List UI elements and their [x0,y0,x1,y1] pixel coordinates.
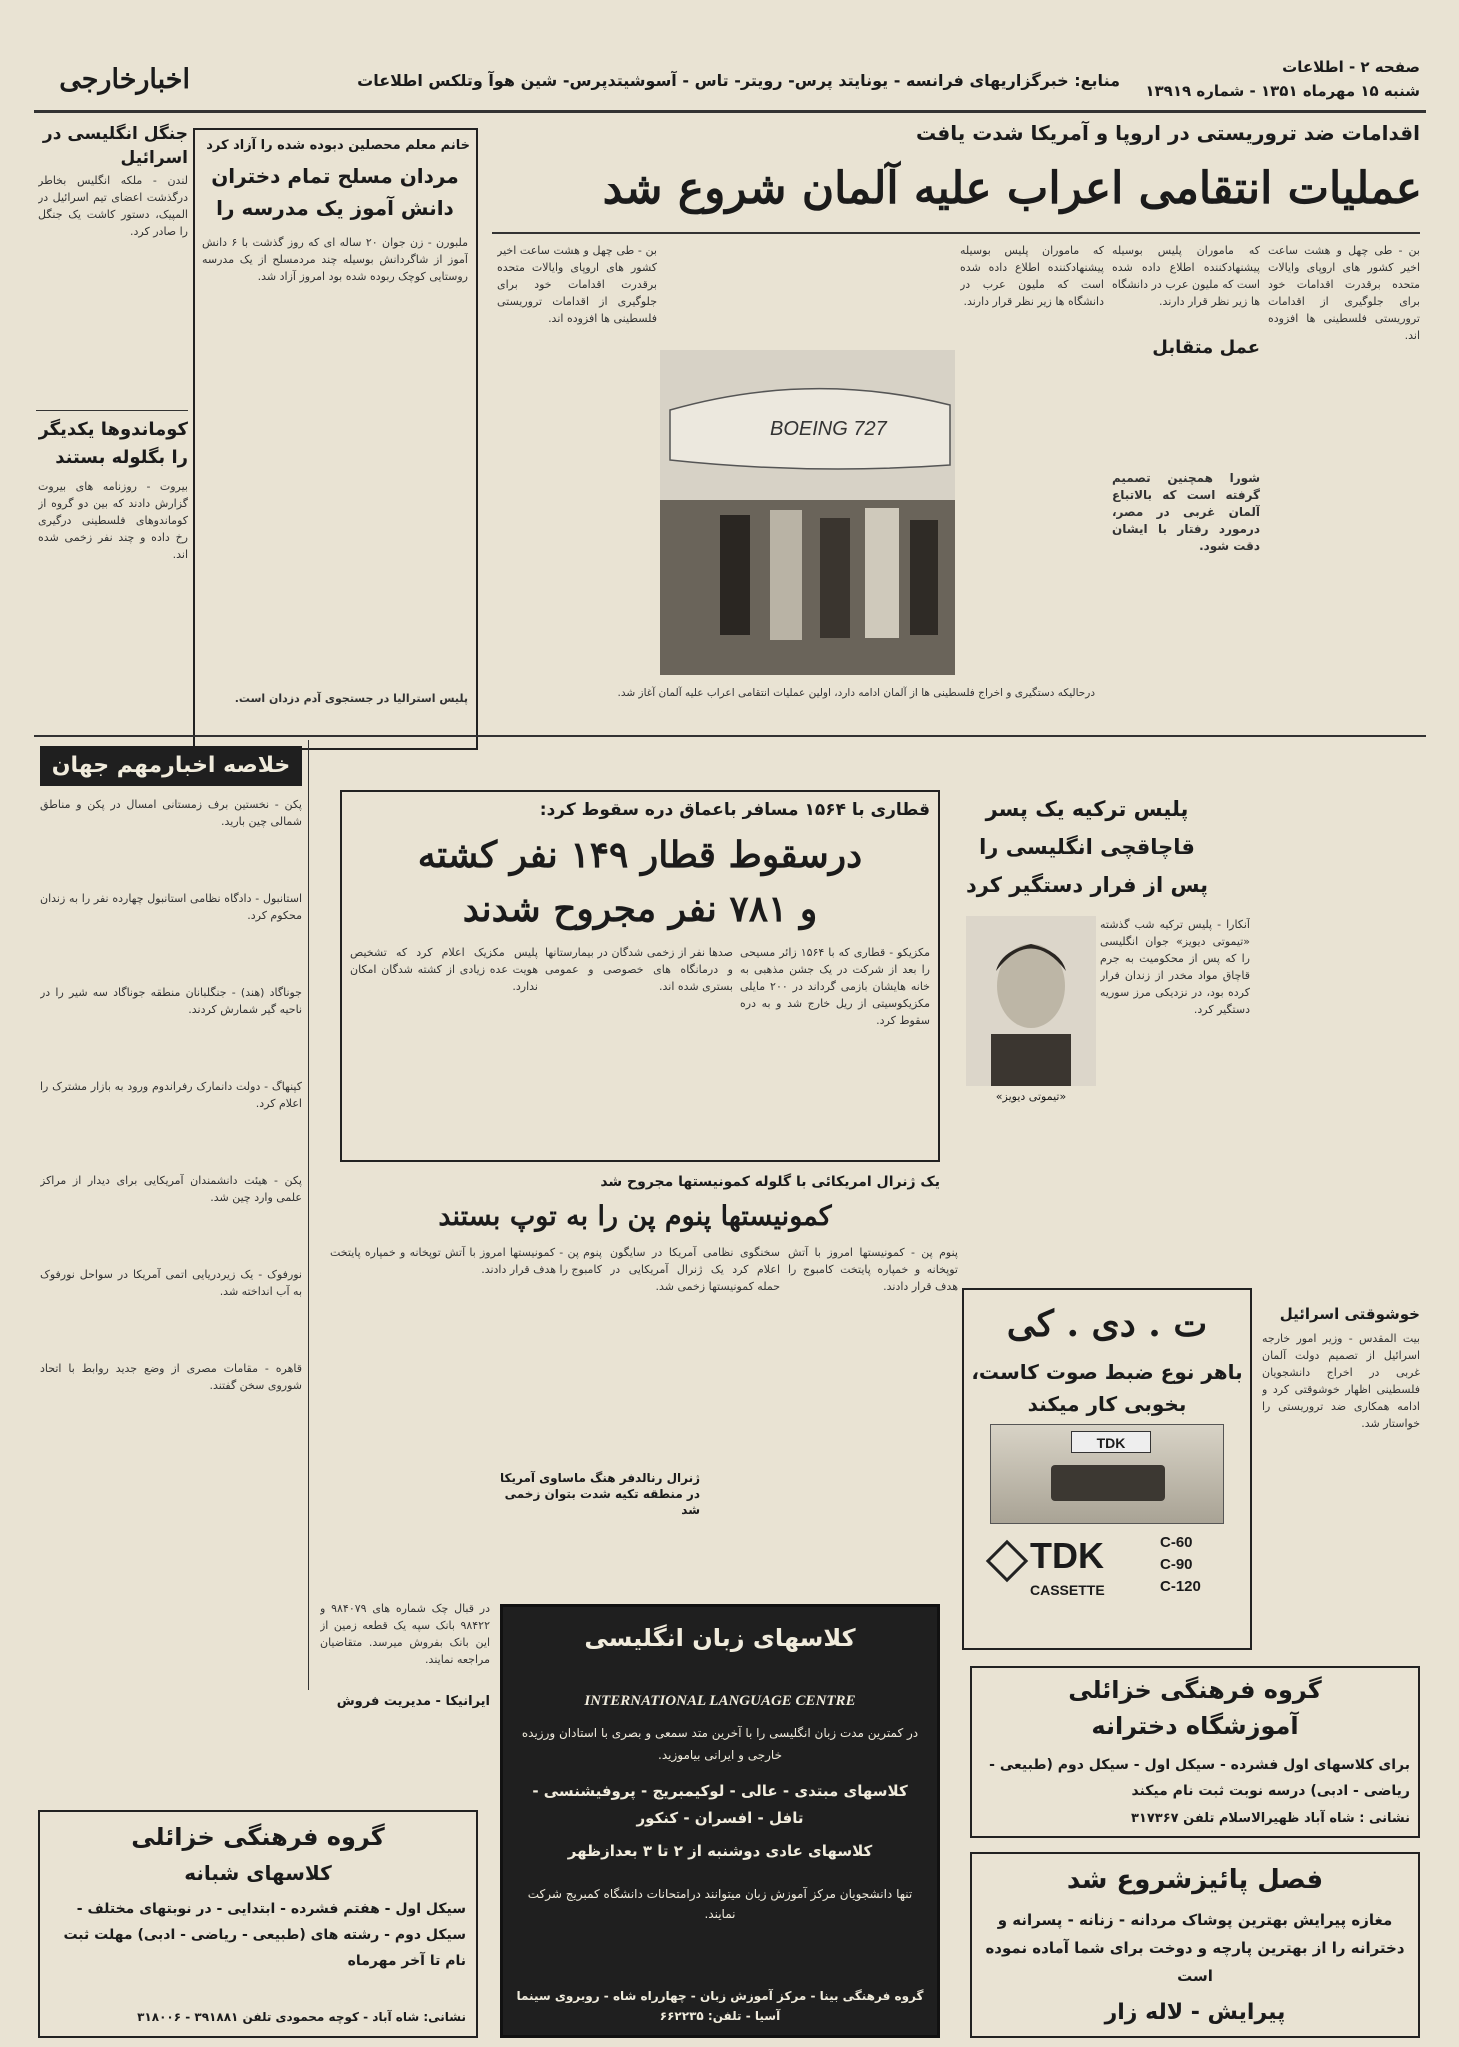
suspect-portrait-photo [966,916,1096,1086]
world-summary-list [40,796,302,1666]
kharazmi-night-body: سیکل اول - هفتم فشرده - ابتدایی - در نوبتهای مختلف - سیکل دوم - رشته های (طبیعی - ریاضی - ادبی) مهلت ثبت نام تا آخر مهرماه [63,1901,466,1969]
vietnam-headline: کمونیستها پنوم پن را به توپ بستند [438,1201,832,1232]
world-summary-item: استانبول - دادگاه نظامی استانبول چهارده نفر را به زندان محکوم کرد. [40,892,302,922]
train-kicker: قطاری با ۱۵۶۴ مسافر باعماق دره سقوط کرد: [539,800,930,820]
lead-col-2: که ماموران پلیس بوسیله پیشنهادکننده اطلاع داده شده است که ملیون عرب در دانشگاه ها زیر نظر قرار دارند. [1112,244,1260,308]
lead-rule [492,232,1420,234]
train-headline-2: و ۷۸۱ نفر مجروح شدند [462,888,818,930]
lead-headline: عملیات انتقامی اعراب علیه آلمان شروع شد [602,163,1422,214]
train-body-3: پلیس مکزیک اعلام کرد که تشخیص هویت عده زیادی از کشته شدگان امکان ندارد. [350,946,538,993]
upper-section-rule [34,735,1426,737]
turkey-body: آنکارا - پلیس ترکیه شب گذشته «تیموتی دیویز» جوان انگلیسی را که پس از محکومیت به جرم قاچاق مواد مخدر از زندان فرار کرده بود، در نزدیکی مرز سوریه دستگیر کرد. [1100,918,1250,1016]
train-body-2: صدها نفر از زخمی شدگان در بیمارستانها و درمانگاه های خصوصی و عمومی بستری شده اند. [545,946,733,993]
world-summary-item: پکن - نخستین برف زمستانی امسال در پکن و مناطق شمالی چین بارید. [40,798,302,828]
tdk-logo: TDK [1030,1535,1104,1576]
aircraft-illustration [660,350,955,675]
turkey-headline: پلیس ترکیه یک پسر قاچاقچی انگلیسی را پس از فرار دستگیر کرد [965,797,1209,897]
tdk-cassette-image [990,1424,1224,1524]
autumn-ad-title: فصل پائیزشروع شد [1066,1865,1324,1895]
kharazmi-night-subtitle: کلاسهای شبانه [184,1861,332,1885]
kharazmi-girls-body: برای کلاسهای اول فشرده - سیکل اول - سیکل دوم (طبیعی - ریاضی - ادبی) درسه نوبت ثبت نام میکند [989,1757,1410,1799]
israel-minister-headline: خوشوقتی اسرائیل [1279,1305,1420,1323]
tdk-variants [1160,1532,1240,1622]
date-line: شنبه ۱۵ مهرماه ۱۳۵۱ - شماره ۱۳۹۱۹ [1145,82,1420,100]
lead-col-left: بن - طی چهل و هشت ساعت اخیر کشور های اروپای وایالات متحده برقدرت اقدامات خود برای جلوگیری از اقدامات تروریستی فلسطینی ها افزوده اند. [497,244,657,325]
tdk-cassette-window [1051,1465,1165,1501]
left-col-divider [308,740,309,1690]
tdk-cassette-logo: TDK [1071,1431,1151,1453]
commandos-body: بیروت - روزنامه های بیروت گزارش دادند که بین دو گروه از کوماندوهای فلسطینی درگیری رخ داده و چند نفر زخمی شده اند. [38,480,188,561]
section-title: اخبارخارجی [59,64,190,95]
world-summary-item: پکن - هیئت دانشمندان آمریکایی برای دیدار از مراکز علمی وارد چین شد. [40,1174,302,1204]
world-summary-item: نورفوک - یک زیردریایی اتمی آمریکا در سواحل نورفوک به آب انداخته شد. [40,1268,302,1298]
kharazmi-night-address: نشانی: شاه آباد - کوچه محمودی تلفن ۳۹۱۸۸۱ - ۳۱۸۰۰۶ [137,2010,466,2024]
lead-col-1: بن - طی چهل و هشت ساعت اخیر کشور های اروپای وایالات متحده برقدرت اقدامات خود برای جلوگیری از اقدامات تروریستی فلسطینی ها افزوده اند. [1268,244,1420,342]
world-summary-item: کپنهاگ - دولت دانمارک رفراندوم ورود به بازار مشترک را اعلام کرد. [40,1080,302,1110]
train-headline-1: درسقوط قطار ۱۴۹ نفر کشته [417,834,863,876]
tdk-brand: ت . دی . کی [1006,1303,1208,1345]
english-ad-title: کلاسهای زبان انگلیسی [584,1624,856,1652]
world-summary-title: خلاصه اخبارمهم جهان [40,746,302,786]
world-summary-item: جوناگاد (هند) - جنگلبانان منطقه جوناگاد سه شیر را در ناحیه گیر شمارش کردند. [40,986,302,1016]
train-body-1: مکزیکو - قطاری که با ۱۵۶۴ زائر مسیحی را بعد از شرکت در یک جشن مذهبی به خانه هایشان بازمی گرداند در ۲۰۰ مایلی مکزیکوسیتی از ریل خارج شد و به دره سقوط کرد. [740,946,930,1027]
autumn-ad-body: مغازه پیرایش بهترین پوشاک مردانه - زنانه - پسرانه و دخترانه را از بهترین پارچه و دوخت برای شما آماده نموده است [985,1911,1405,1985]
commandos-headline: کوماندوها یکدیگر را بگلوله بستند [38,419,188,468]
tdk-variant: C-60 [1160,1534,1193,1551]
tdk-cassette-label: CASSETTE [1030,1582,1105,1598]
english-ad-line-3: کلاسهای عادی دوشنبه از ۲ تا ۳ بعدازظهر [567,1842,873,1860]
kharazmi-girls-address: نشانی : شاه آباد ظهیرالاسلام تلفن ۳۱۷۳۶۷ [1130,1811,1410,1826]
lead-col-side: که ماموران پلیس بوسیله پیشنهادکننده اطلاع داده شده است که ملیون عرب در دانشگاه ها زیر نظر قرار دارند. [960,244,1104,308]
bank-notice-footer: ایرانیکا - مدیریت فروش [336,1694,490,1709]
vietnam-kicker: یک ژنرال امریکائی با گلوله کمونیستها مجروح شد [600,1174,940,1190]
bank-notice: در قبال چک شماره های ۹۸۴۰۷۹ و ۹۸۴۲۲ بانک سپه یک قطعه زمین از این بانک بفروش میرسد. متقاضیان مراجعه نمایند. [320,1602,490,1666]
boeing-727-photo [660,350,955,675]
lead-col-3: شورا همچنین تصمیم گرفته است که بالاتباع آلمان غربی در مصر، درمورد رفتار با ایشان دقت شود. [1112,471,1260,553]
vietnam-subhead: ژنرال رنالدفر هنگ ماساوی آمریکا در منطقه تکیه شدت بتوان زخمی شد [500,1471,700,1517]
kidnap-body-1: ملبورن - زن جوان ۲۰ ساله ای که روز گذشت با ۶ دانش آموز از شاگردانش بوسیله چند مردمسلح از یک مدرسه روستایی کوچک ربوده شده بود امروز آزاد شد. [202,236,468,283]
kidnap-kicker: خانم معلم محصلین دبوده شده را آزاد کرد [206,138,470,153]
tdk-variant: C-120 [1160,1578,1201,1595]
lead-subhead: عمل متقابل [1152,337,1260,358]
tdk-line-2: بخوبی کار میکند [1027,1392,1187,1416]
israel-minister-body: بیت المقدس - وزیر امور خارجه اسرائیل از تصمیم دولت آلمان غربی در اخراج دانشجویان فلسطینی اظهار خوشوقتی کرد و ادامه همکاری ضد تروریستی را خواستار شد. [1262,1332,1420,1430]
vietnam-body-3: پنوم پن - کمونیستها امروز با آتش توپخانه و خمپاره پایتخت کامبوج را هدف قرار دادند. [330,1246,602,1276]
news-sources: منابع: خبرگزاریهای فرانسه - یونایتد پرس- رویتر- تاس - آسوشیتدپرس- شین هوآ وتلکس اطلاعات [357,71,1120,90]
english-ad-line-2: کلاسهای مبتدی - عالی - لوکیمبریج - پروفیشنسی - تافل - افسران - کنکور [532,1782,908,1827]
lead-photo-caption: درحالیکه دستگیری و اخراج فلسطینی ها از آلمان ادامه دارد، اولین عملیات انتقامی اعراب علیه آلمان آغاز شد. [617,687,1095,699]
world-summary-item: قاهره - مقامات مصری از وضع جدید روابط با اتحاد شوروی سخن گفتند. [40,1362,302,1392]
kidnap-body-2: پلیس استرالیا در جستجوی آدم دزدان است. [234,692,468,705]
english-ad-address: گروه فرهنگی بینا - مرکز آموزش زبان - چهارراه شاه - روبروی سینما آسیا - تلفن: ۶۶۲۲۳۵ [516,1989,924,2023]
tdk-variant: C-90 [1160,1556,1193,1573]
lead-kicker: اقدامات ضد تروریستی در اروپا و آمریکا شدت یافت [915,121,1420,145]
jungle-headline: جنگل انگلیسی در اسرائیل [42,124,188,168]
kharazmi-girls-title: گروه فرهنگی خزائلی [1068,1676,1322,1704]
left-col-rule-1 [36,410,188,411]
kharazmi-girls-subtitle: آموزشگاه دخترانه [1091,1712,1299,1740]
kidnap-headline: مردان مسلح تمام دختران دانش آموز یک مدرسه را [211,164,459,220]
svg-text:BOEING 727: BOEING 727 [770,418,887,440]
english-ad-line-1: در کمترین مدت زبان انگلیسی را با آخرین متد سمعی و بصری با استادان ورزیده خارجی و ایرانی بیاموزید. [521,1726,919,1762]
masthead-rule [34,110,1426,113]
page-label: صفحه ۲ - اطلاعات [1282,58,1420,76]
kharazmi-night-title: گروه فرهنگی خزائلی [131,1823,385,1851]
portrait-illustration [966,916,1096,1086]
english-ad-line-4: تنها دانشجویان مرکز آموزش زبان میتوانند درامتحانات دانشگاه کمبریج شرکت نمایند. [527,1887,913,1921]
vietnam-body-2: سخنگوی نظامی آمریکا در سایگون اعلام کرد یک ژنرال آمریکایی در حمله کمونیستها زخمی شد. [610,1246,780,1293]
suspect-caption: «تیموتی دیویز» [995,1090,1067,1103]
jungle-body: لندن - ملکه انگلیس بخاطر درگذشت اعضای تیم اسرائیل در المپیک، دستور کاشت یک جنگل را صادر کرد. [38,174,188,238]
autumn-ad-footer: پیرایش - لاله زار [1104,2000,1286,2025]
vietnam-body-1: پنوم پن - کمونیستها امروز با آتش توپخانه و خمپاره پایتخت کامبوج را هدف قرار دادند. [788,1246,958,1293]
tdk-line-1: باهر نوع ضبط صوت کاست، [971,1360,1243,1384]
english-ad-centre-name: INTERNATIONAL LANGUAGE CENTRE [584,1693,856,1709]
